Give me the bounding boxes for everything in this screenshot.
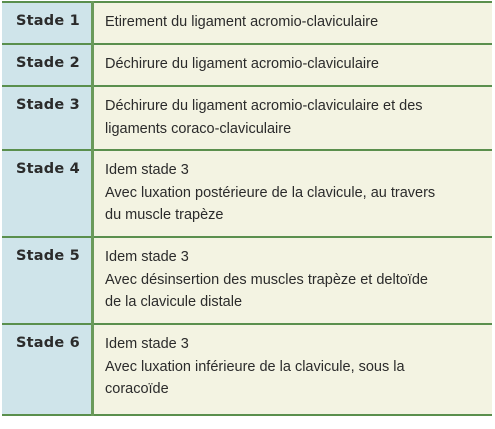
description-cell [93,2,493,44]
description-text [94,151,492,227]
description-text [94,3,492,34]
description-cell [93,324,493,415]
table-row [2,86,492,150]
description-line: Déchirure du ligament acromio-claviculaire [105,56,379,72]
stage-label: Stade 6 [16,335,80,351]
description-line: Avec luxation postérieure de la clavicule, au travers [105,184,436,201]
description-line: de la clavicule distale [105,294,243,310]
stage-label: Stade 2 [16,55,80,71]
stage-label: Stade 3 [16,97,80,113]
table-row [2,2,492,44]
stage-cell [2,324,93,415]
description-line: Idem stade 3 [105,249,189,265]
stage-label: Stade 1 [16,13,80,29]
description-line: Idem stade 3 [105,162,189,178]
stage-classification-table [2,1,492,416]
stage-label: Stade 5 [16,248,80,264]
description-line: ligaments coraco-claviculaire [105,120,292,137]
description-cell [93,150,493,237]
stage-cell [2,86,93,150]
stage-cell [2,44,93,86]
description-text [94,45,492,76]
stage-cell [2,2,93,44]
table-row [2,237,492,324]
description-line: du muscle trapèze [105,207,224,223]
stage-cell [2,237,93,324]
description-text [94,238,492,314]
description-cell [93,86,493,150]
stage-cell [2,150,93,237]
table-row [2,150,492,237]
description-text [94,87,492,140]
description-line: Avec luxation inférieure de la clavicule, sous la [105,358,405,375]
description-cell [93,44,493,86]
description-cell [93,237,493,324]
description-text [94,325,492,401]
description-line: Idem stade 3 [105,336,189,352]
description-line: Déchirure du ligament acromio-claviculaire et des [105,98,423,114]
description-line: Etirement du ligament acromio-claviculaire [105,14,379,30]
table-row [2,44,492,86]
table-row [2,324,492,415]
stage-label: Stade 4 [16,161,80,177]
description-line: Avec désinsertion des muscles trapèze et deltoïde [105,271,428,288]
description-line: coracoïde [105,381,169,397]
